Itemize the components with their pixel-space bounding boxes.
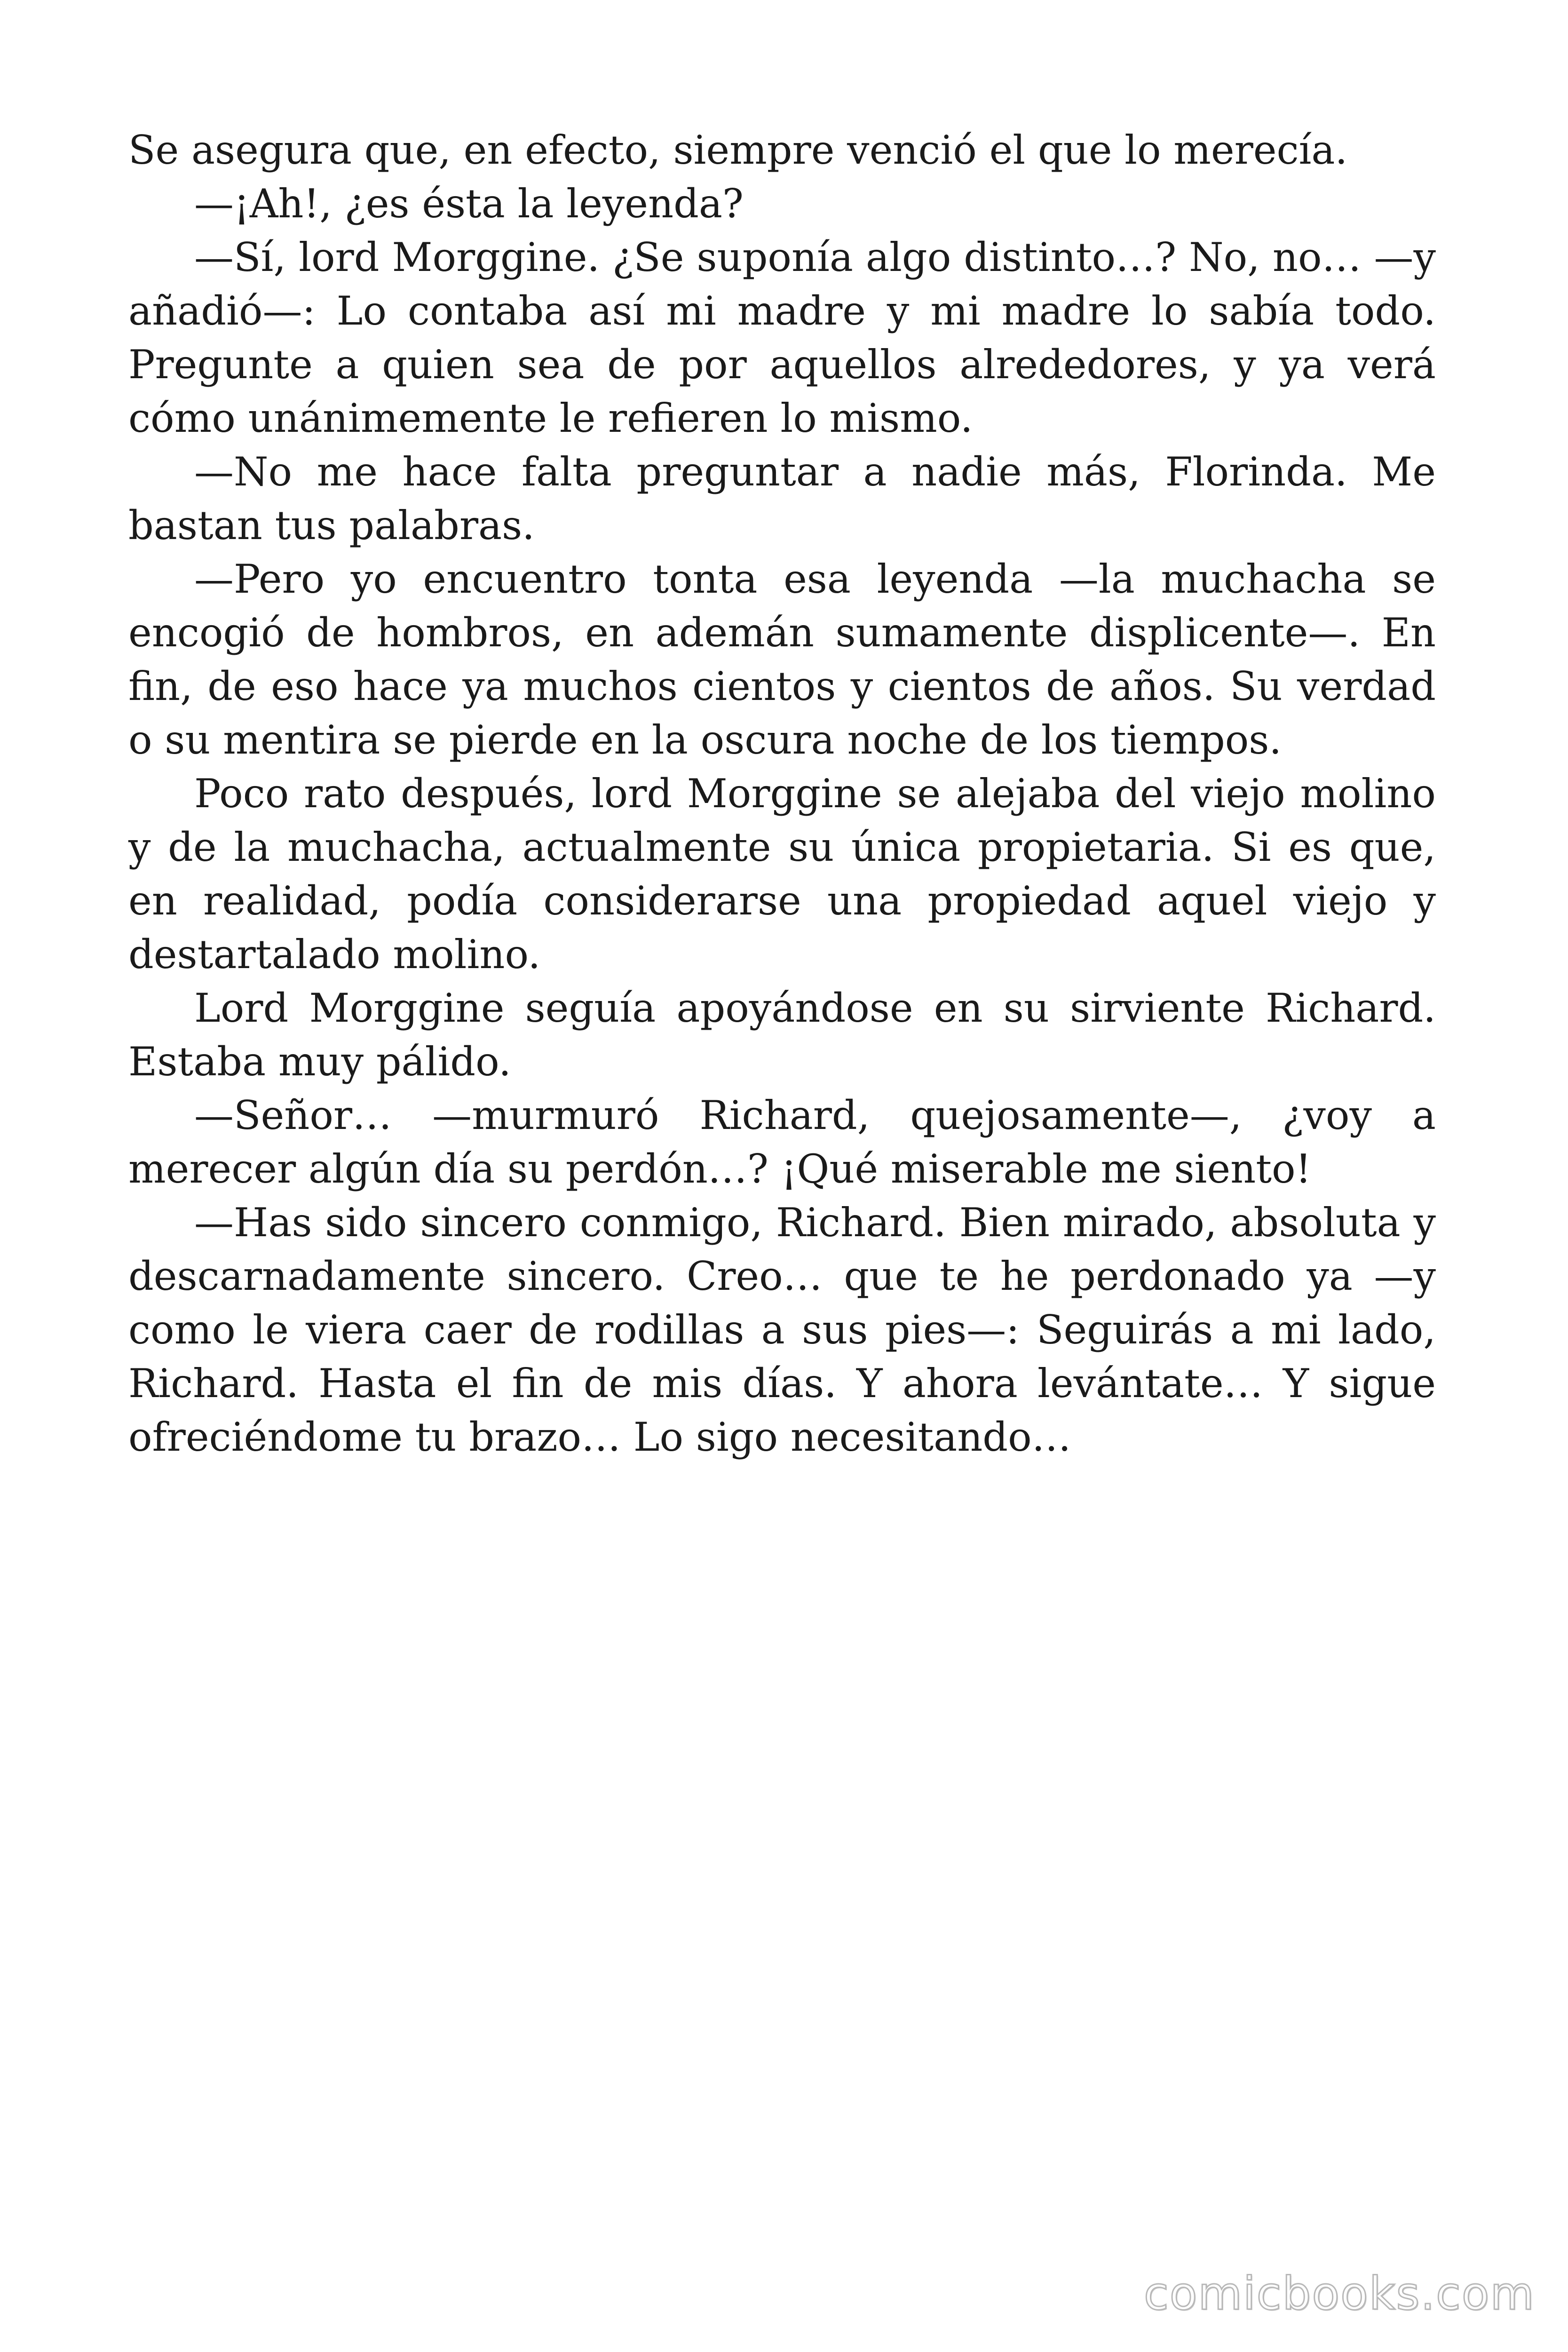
watermark-text: comicbooks.com: [1143, 2267, 1535, 2320]
body-text: [128, 123, 1436, 1464]
paragraph: Se asegura que, en efecto, siempre venció el que lo merecía.: [128, 127, 1348, 173]
paragraph: —Señor… —murmuró Richard, quejosamente—, ¿voy a merecer algún día su perdón…? ¡Qué miserable me siento!: [128, 1092, 1436, 1192]
paragraph: —Has sido sincero conmigo, Richard. Bien mirado, absoluta y descarnadamente sincero. Creo… que te he perdonado ya —y como le viera caer de rodillas a sus pies—: Seguirás a mi lado, Richard. Hasta el fin de mis días. Y ahora levántate… Y sigue ofreciéndome tu brazo… Lo sigo necesitando…: [128, 1200, 1436, 1460]
paragraph: —No me hace falta preguntar a nadie más, Florinda. Me bastan tus palabras.: [128, 449, 1436, 548]
paragraph: —¡Ah!, ¿es ésta la leyenda?: [194, 181, 744, 227]
paragraph: Lord Morggine seguía apoyándose en su sirviente Richard. Estaba muy pálido.: [128, 985, 1436, 1085]
paragraph: Poco rato después, lord Morggine se alejaba del viejo molino y de la muchacha, actualmente su única propietaria. Si es que, en realidad, podía considerarse una propiedad aquel viejo y destartalado molino.: [128, 771, 1436, 977]
paragraph: —Sí, lord Morggine. ¿Se suponía algo distinto…? No, no… —y añadió—: Lo contaba así mi madre y mi madre lo sabía todo. Pregunte a quien sea de por aquellos alrededores, y ya verá cómo unánimemente le refieren lo mismo.: [128, 234, 1436, 441]
paragraph: —Pero yo encuentro tonta esa leyenda —la muchacha se encogió de hombros, en ademán sumamente displicente—. En fin, de eso hace ya muchos cientos y cientos de años. Su verdad o su mentira se pierde en la oscura noche de los tiempos.: [128, 556, 1436, 763]
